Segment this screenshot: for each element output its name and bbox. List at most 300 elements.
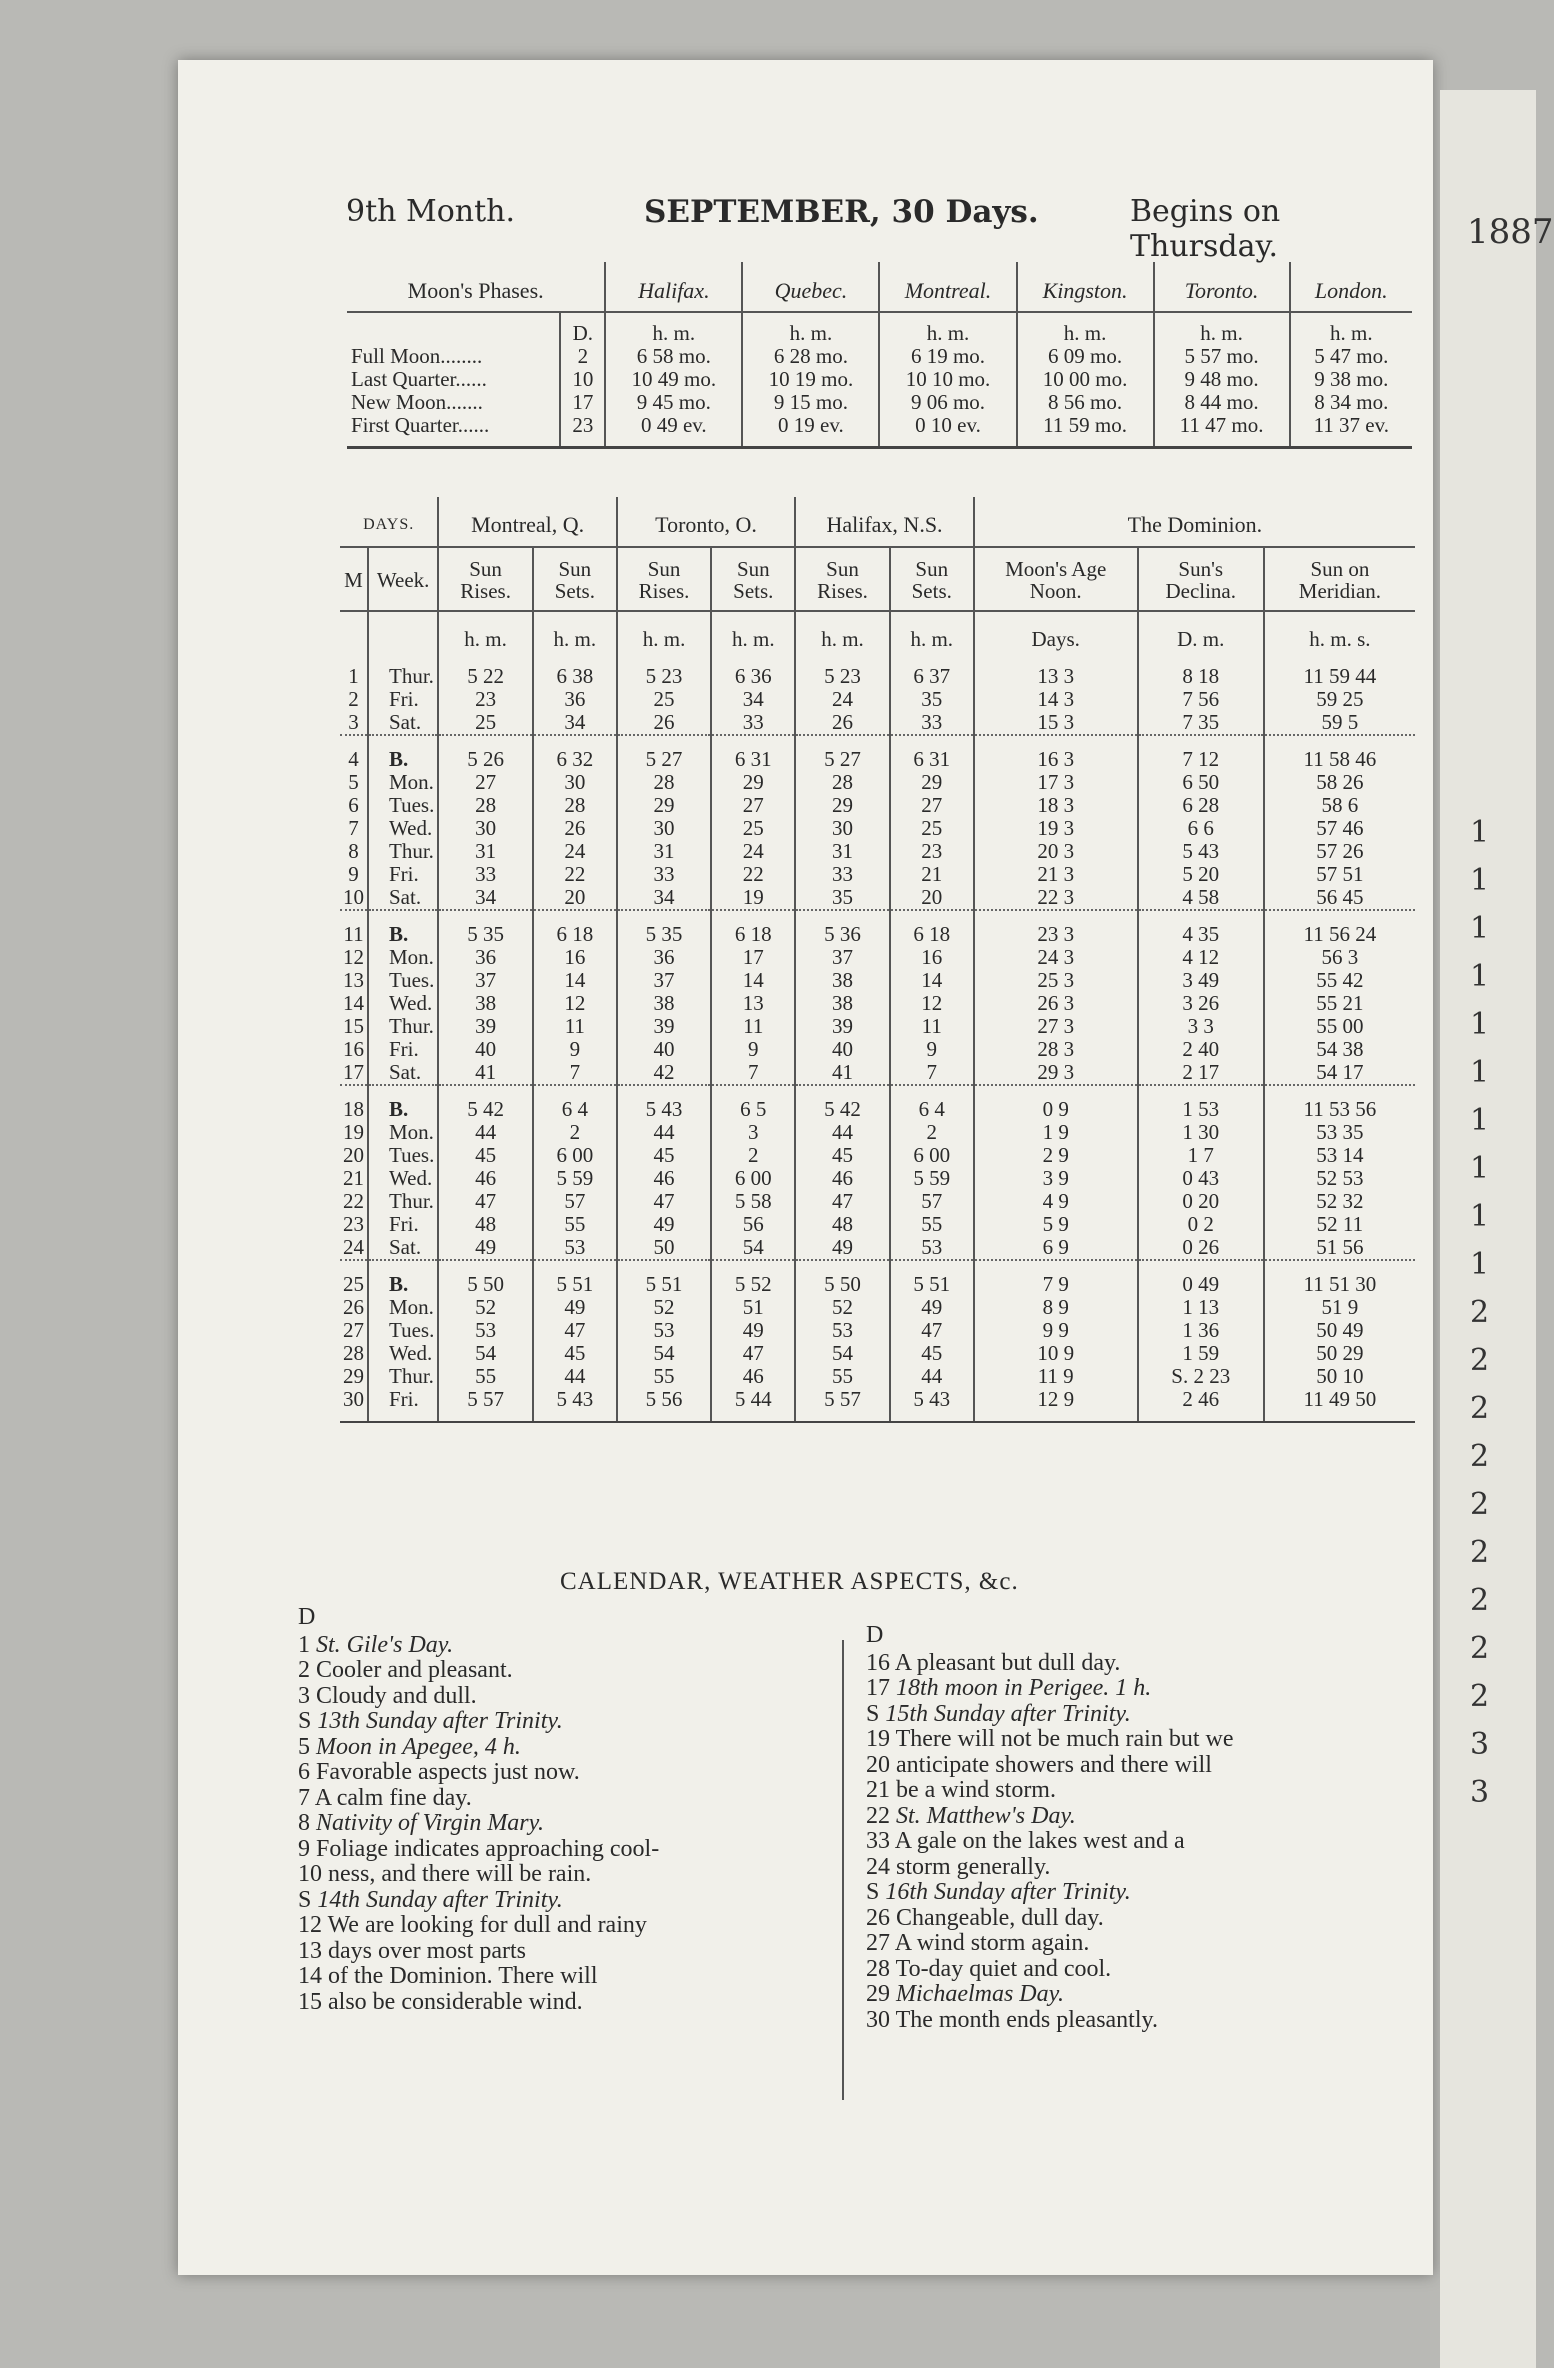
day-cell: 55 — [533, 1213, 617, 1236]
day-cell: S. 2 23 — [1138, 1365, 1264, 1388]
day-cell: 7 9 — [974, 1260, 1138, 1296]
day-cell: 56 3 — [1264, 946, 1415, 969]
day-column-label: D — [866, 1622, 884, 1648]
phase-time: 6 19 mo. — [879, 345, 1016, 368]
phase-name: New Moon....... — [351, 390, 483, 414]
calendar-entry — [298, 1760, 838, 1786]
group-heading-dominion: The Dominion. — [974, 497, 1415, 547]
day-cell: 2 — [348, 687, 359, 711]
day-cell: 5 42 — [795, 1085, 889, 1121]
day-cell: 22 3 — [974, 886, 1138, 910]
day-cell: 23 — [343, 1212, 364, 1236]
day-row — [340, 946, 1415, 969]
day-cell: 16 — [343, 1037, 364, 1061]
calendar-heading: CALENDAR, WEATHER ASPECTS, &c. — [560, 1568, 1019, 1595]
day-cell: 42 — [617, 1061, 711, 1085]
phase-time: 8 44 mo. — [1154, 391, 1290, 414]
day-cell: 26 — [617, 711, 711, 735]
calendar-left-column — [298, 1605, 838, 2015]
day-cell: 57 — [533, 1190, 617, 1213]
day-cell: 6 4 — [890, 1085, 974, 1121]
column-heading: Moon's Age Noon. — [974, 547, 1138, 611]
calendar-entry-text: A wind storm again. — [894, 1930, 1090, 1956]
day-row — [340, 1260, 1415, 1296]
phase-day: 17 — [560, 391, 605, 414]
day-cell: 5 50 — [438, 1260, 532, 1296]
day-cell: 0 20 — [1138, 1190, 1264, 1213]
day-cell: 29 — [795, 794, 889, 817]
day-cell: 46 — [711, 1365, 795, 1388]
calendar-day-number: 22 — [866, 1802, 890, 1829]
calendar-day-number: 7 — [298, 1784, 310, 1811]
calendar-entry-text: 16th Sunday after Trinity. — [885, 1879, 1131, 1905]
day-cell: 53 — [795, 1319, 889, 1342]
day-cell: 7 — [348, 816, 359, 840]
day-cell: 5 51 — [533, 1260, 617, 1296]
day-cell: 30 — [795, 817, 889, 840]
day-cell: 3 49 — [1138, 969, 1264, 992]
day-cell: 49 — [711, 1319, 795, 1342]
day-cell: 30 — [438, 817, 532, 840]
calendar-entry — [866, 1829, 1426, 1855]
day-cell: 28 — [533, 794, 617, 817]
day-cell: 54 17 — [1264, 1061, 1415, 1085]
phase-day: 23 — [560, 414, 605, 448]
day-cell: 20 — [890, 886, 974, 910]
day-cell: 11 — [533, 1015, 617, 1038]
day-cell: 50 49 — [1264, 1319, 1415, 1342]
day-cell: Fri. — [368, 863, 438, 886]
calendar-day-number: 26 — [866, 1904, 890, 1931]
calendar-entry-text: Favorable aspects just now. — [316, 1759, 580, 1785]
day-cell: 0 2 — [1138, 1213, 1264, 1236]
calendar-entry-text: of the Dominion. There will — [328, 1963, 598, 1989]
day-cell: 11 9 — [974, 1365, 1138, 1388]
column-heading: Sun Sets. — [890, 547, 974, 611]
day-cell: 9 — [711, 1038, 795, 1061]
facing-page-number: 1 — [1470, 815, 1490, 850]
day-cell: 1 9 — [974, 1121, 1138, 1144]
phase-time: 9 06 mo. — [879, 391, 1016, 414]
day-cell: 4 12 — [1138, 946, 1264, 969]
day-cell: 12 — [890, 992, 974, 1015]
day-cell: 5 44 — [711, 1388, 795, 1422]
facing-page-number: 2 — [1470, 1631, 1490, 1666]
day-cell: Wed. — [368, 817, 438, 840]
day-cell: 28 3 — [974, 1038, 1138, 1061]
day-cell: 38 — [617, 992, 711, 1015]
day-row — [340, 794, 1415, 817]
day-cell: 55 42 — [1264, 969, 1415, 992]
day-cell: 6 37 — [890, 651, 974, 688]
day-cell: 25 3 — [974, 969, 1138, 992]
day-cell: 1 — [348, 664, 359, 688]
hm-unit-label: h. m. — [1154, 312, 1290, 345]
hm-unit-label: h. m. — [1290, 312, 1412, 345]
day-cell: 55 00 — [1264, 1015, 1415, 1038]
calendar-entry-text: 14th Sunday after Trinity. — [317, 1886, 563, 1913]
day-cell: 28 — [795, 771, 889, 794]
day-cell: 11 59 44 — [1264, 651, 1415, 688]
day-cell: 7 — [711, 1061, 795, 1085]
facing-page-number: 1 — [1470, 1247, 1490, 1282]
day-cell: 3 — [711, 1121, 795, 1144]
calendar-entry-text: St. Gile's Day. — [316, 1631, 454, 1658]
day-cell: 9 — [890, 1038, 974, 1061]
unit-label: h. m. — [617, 611, 711, 651]
calendar-entry — [866, 1651, 1426, 1677]
phase-time: 6 09 mo. — [1017, 345, 1154, 368]
d-label: D. — [560, 312, 605, 345]
day-row — [340, 1190, 1415, 1213]
day-cell: 38 — [438, 992, 532, 1015]
day-cell: 31 — [438, 840, 532, 863]
day-cell: 50 29 — [1264, 1342, 1415, 1365]
phase-time: 8 56 mo. — [1017, 391, 1154, 414]
day-cell: 5 43 — [617, 1085, 711, 1121]
day-cell: 46 — [438, 1167, 532, 1190]
day-cell: 39 — [438, 1015, 532, 1038]
day-cell: 53 — [533, 1236, 617, 1260]
day-cell: 2 — [533, 1121, 617, 1144]
day-cell: 6 5 — [711, 1085, 795, 1121]
day-cell: 57 46 — [1264, 817, 1415, 840]
day-cell: 35 — [890, 688, 974, 711]
calendar-entry — [866, 1906, 1426, 1932]
day-cell: 48 — [795, 1213, 889, 1236]
facing-page-number: 1 — [1470, 959, 1490, 994]
day-row — [340, 1038, 1415, 1061]
group-heading-montreal: Montreal, Q. — [438, 497, 616, 547]
calendar-day-number: 6 — [298, 1759, 310, 1785]
calendar-entry — [866, 1957, 1426, 1983]
day-cell: B. — [368, 910, 438, 946]
moon-phases-heading: Moon's Phases. — [347, 262, 605, 312]
day-cell: 2 46 — [1138, 1388, 1264, 1422]
day-cell: 55 21 — [1264, 992, 1415, 1015]
day-cell: 5 35 — [438, 910, 532, 946]
day-cell: 53 14 — [1264, 1144, 1415, 1167]
day-cell: 25 — [617, 688, 711, 711]
day-cell: 5 43 — [890, 1388, 974, 1422]
facing-page-number: 3 — [1470, 1775, 1490, 1810]
day-cell: 52 — [438, 1296, 532, 1319]
day-cell: 14 3 — [974, 688, 1138, 711]
day-cell: 5 57 — [795, 1388, 889, 1422]
facing-page-number: 2 — [1470, 1535, 1490, 1570]
day-row — [340, 910, 1415, 946]
calendar-entry-text: A pleasant but dull day. — [894, 1649, 1121, 1676]
day-cell: 55 — [890, 1213, 974, 1236]
phase-name-cell — [347, 312, 560, 345]
day-cell: 47 — [711, 1342, 795, 1365]
facing-page-number: 1 — [1470, 1055, 1490, 1090]
day-cell: 15 — [343, 1014, 364, 1038]
day-row — [340, 969, 1415, 992]
day-cell: 12 9 — [974, 1388, 1138, 1422]
calendar-entry-text: also be considerable wind. — [328, 1988, 583, 2015]
unit-label: h. m. s. — [1264, 611, 1415, 651]
day-cell: 34 — [533, 711, 617, 735]
calendar-day-number: 33 — [866, 1828, 890, 1854]
day-cell: 5 22 — [438, 651, 532, 688]
calendar-day-number: 28 — [866, 1955, 890, 1982]
day-cell: 49 — [533, 1296, 617, 1319]
day-cell: 58 26 — [1264, 771, 1415, 794]
calendar-entry — [298, 1786, 838, 1812]
day-cell: 27 — [711, 794, 795, 817]
day-cell: 22 — [533, 863, 617, 886]
phase-time: 5 47 mo. — [1290, 345, 1412, 368]
day-cell: 25 — [438, 711, 532, 735]
phase-time: 0 19 ev. — [742, 414, 879, 448]
day-cell: Fri. — [368, 1038, 438, 1061]
calendar-entry — [298, 1709, 838, 1735]
day-cell: 54 38 — [1264, 1038, 1415, 1061]
day-column-label: D — [298, 1604, 316, 1630]
day-cell: 14 — [533, 969, 617, 992]
column-heading: Sun Sets. — [711, 547, 795, 611]
day-cell: 5 51 — [890, 1260, 974, 1296]
day-row — [340, 1342, 1415, 1365]
day-cell: 6 32 — [533, 735, 617, 771]
day-cell: 14 — [890, 969, 974, 992]
day-row — [340, 840, 1415, 863]
day-cell: 25 — [890, 817, 974, 840]
day-cell: 10 9 — [974, 1342, 1138, 1365]
calendar-day-number: 1 — [298, 1631, 310, 1658]
city-heading: Toronto. — [1154, 262, 1290, 312]
day-cell: 33 — [438, 863, 532, 886]
day-cell: 16 3 — [974, 735, 1138, 771]
daily-sun-moon-table — [340, 497, 1415, 1423]
day-cell: Thur. — [368, 651, 438, 688]
hm-unit-label: h. m. — [879, 312, 1016, 345]
day-cell: 47 — [533, 1319, 617, 1342]
calendar-day-number: S — [298, 1708, 312, 1734]
calendar-entry-text: Michaelmas Day. — [896, 1981, 1064, 2007]
day-cell: 39 — [617, 1015, 711, 1038]
day-cell: 55 — [438, 1365, 532, 1388]
day-cell: 27 3 — [974, 1015, 1138, 1038]
day-cell: 11 — [711, 1015, 795, 1038]
day-cell: 54 — [795, 1342, 889, 1365]
day-cell: B. — [368, 1085, 438, 1121]
calendar-day-number: 12 — [298, 1912, 322, 1938]
day-cell: 5 56 — [617, 1388, 711, 1422]
facing-page-number: 1 — [1470, 863, 1490, 898]
day-cell: 21 — [343, 1166, 364, 1190]
day-row — [340, 735, 1415, 771]
phase-time: 9 38 mo. — [1290, 368, 1412, 391]
day-cell: 26 3 — [974, 992, 1138, 1015]
phase-time: 0 10 ev. — [879, 414, 1016, 448]
phase-time: 9 45 mo. — [605, 391, 742, 414]
day-cell: 11 — [890, 1015, 974, 1038]
day-cell: 30 — [340, 1388, 368, 1422]
day-cell: 38 — [795, 969, 889, 992]
day-row — [340, 992, 1415, 1015]
day-cell: 5 50 — [795, 1260, 889, 1296]
calendar-day-number: 16 — [866, 1649, 890, 1676]
day-cell: 41 — [795, 1061, 889, 1085]
day-cell: 36 — [617, 946, 711, 969]
day-cell: 27 — [890, 794, 974, 817]
day-row — [340, 1144, 1415, 1167]
day-row — [340, 863, 1415, 886]
column-heading: Sun's Declina. — [1138, 547, 1264, 611]
day-cell: 37 — [617, 969, 711, 992]
calendar-entry-text: Cooler and pleasant. — [316, 1657, 513, 1683]
day-cell: 5 42 — [438, 1085, 532, 1121]
day-cell: 6 28 — [1138, 794, 1264, 817]
day-cell: 28 — [438, 794, 532, 817]
phase-day: 10 — [560, 368, 605, 391]
moon-phase-row — [347, 391, 1412, 414]
calendar-day-number: S — [866, 1700, 880, 1727]
calendar-entry-text: Foliage indicates approaching cool- — [316, 1835, 660, 1862]
calendar-entry — [298, 1735, 838, 1761]
day-cell: 2 — [711, 1144, 795, 1167]
day-cell: 5 26 — [438, 735, 532, 771]
day-cell: 57 51 — [1264, 863, 1415, 886]
phase-time: 10 19 mo. — [742, 368, 879, 391]
day-cell: 0 43 — [1138, 1167, 1264, 1190]
calendar-entry-text: be a wind storm. — [896, 1777, 1056, 1803]
column-heading: Week. — [368, 547, 438, 611]
facing-page-number: 1 — [1470, 911, 1490, 946]
column-heading: Sun Rises. — [617, 547, 711, 611]
day-cell: 30 — [617, 817, 711, 840]
day-cell: 52 11 — [1264, 1213, 1415, 1236]
calendar-entry — [866, 1753, 1426, 1779]
day-cell: 44 — [795, 1121, 889, 1144]
day-cell: 12 — [533, 992, 617, 1015]
day-cell: 44 — [438, 1121, 532, 1144]
day-cell: 6 36 — [711, 651, 795, 688]
day-cell: 0 9 — [974, 1085, 1138, 1121]
day-cell: 44 — [617, 1121, 711, 1144]
calendar-day-number: 8 — [298, 1810, 310, 1836]
day-cell: 6 — [348, 793, 359, 817]
day-cell: Tues. — [368, 1319, 438, 1342]
calendar-day-number: 17 — [866, 1675, 890, 1701]
day-cell: 49 — [890, 1296, 974, 1319]
day-cell: 34 — [617, 886, 711, 910]
day-cell: Tues. — [368, 1144, 438, 1167]
day-cell: 20 — [343, 1143, 364, 1167]
day-cell: 5 — [348, 770, 359, 794]
day-cell: 5 43 — [1138, 840, 1264, 863]
day-cell: 1 36 — [1138, 1319, 1264, 1342]
day-cell: 5 51 — [617, 1260, 711, 1296]
day-cell: 6 00 — [533, 1144, 617, 1167]
day-cell: 53 35 — [1264, 1121, 1415, 1144]
day-cell: 6 6 — [1138, 817, 1264, 840]
column-heading: Sun Rises. — [795, 547, 889, 611]
day-cell: 27 — [438, 771, 532, 794]
day-cell: 5 20 — [1138, 863, 1264, 886]
calendar-entry — [866, 1880, 1426, 1906]
phase-time: 11 47 mo. — [1154, 414, 1290, 448]
day-cell: 14 — [711, 969, 795, 992]
day-cell: 34 — [438, 886, 532, 910]
day-cell: 44 — [890, 1365, 974, 1388]
day-cell: 7 — [533, 1061, 617, 1085]
day-cell: 46 — [617, 1167, 711, 1190]
day-cell: 7 56 — [1138, 688, 1264, 711]
day-cell: 36 — [533, 688, 617, 711]
day-cell: Sat. — [368, 1236, 438, 1260]
calendar-day-number: 21 — [866, 1777, 890, 1803]
phase-time: 10 10 mo. — [879, 368, 1016, 391]
day-cell: 22 — [343, 1189, 364, 1213]
day-cell: Thur. — [368, 1365, 438, 1388]
unit-label: h. m. — [438, 611, 532, 651]
calendar-entry-text: Cloudy and dull. — [316, 1682, 477, 1709]
day-cell: 53 — [438, 1319, 532, 1342]
day-cell: 52 32 — [1264, 1190, 1415, 1213]
calendar-entry-text: We are looking for dull and rainy — [327, 1912, 647, 1938]
day-row — [340, 1319, 1415, 1342]
day-cell: 6 18 — [533, 910, 617, 946]
day-cell: 11 49 50 — [1264, 1388, 1415, 1422]
phase-day: 2 — [560, 345, 605, 368]
day-cell: 9 9 — [974, 1319, 1138, 1342]
day-cell: 1 53 — [1138, 1085, 1264, 1121]
day-cell: 51 56 — [1264, 1236, 1415, 1260]
day-cell: 50 10 — [1264, 1365, 1415, 1388]
calendar-day-number: 24 — [866, 1853, 890, 1880]
day-cell: 40 — [617, 1038, 711, 1061]
day-cell: 28 — [617, 771, 711, 794]
calendar-right-column — [866, 1623, 1426, 2033]
day-cell: 8 9 — [974, 1296, 1138, 1319]
day-cell: Mon. — [368, 1296, 438, 1319]
day-cell: 56 45 — [1264, 886, 1415, 910]
year-label: 1887 — [1467, 212, 1554, 252]
calendar-entry — [298, 1862, 838, 1888]
day-cell: 29 — [890, 771, 974, 794]
day-cell: 1 13 — [1138, 1296, 1264, 1319]
day-row — [340, 651, 1415, 688]
day-row — [340, 1365, 1415, 1388]
day-cell: 41 — [438, 1061, 532, 1085]
phase-time: 10 49 mo. — [605, 368, 742, 391]
day-cell: 33 — [890, 711, 974, 735]
day-cell: Thur. — [368, 840, 438, 863]
day-cell: 11 — [340, 910, 368, 946]
unit-label: D. m. — [1138, 611, 1264, 651]
day-cell: 40 — [438, 1038, 532, 1061]
facing-page-number: 2 — [1470, 1583, 1490, 1618]
calendar-day-number: 29 — [866, 1981, 890, 2007]
day-cell: 17 3 — [974, 771, 1138, 794]
day-cell: 26 — [343, 1295, 364, 1319]
calendar-day-number: 14 — [298, 1963, 322, 1989]
day-cell: 6 00 — [711, 1167, 795, 1190]
phase-time: 11 59 mo. — [1017, 414, 1154, 448]
day-row — [340, 1167, 1415, 1190]
moon-phase-row — [347, 345, 1412, 368]
day-cell: 6 31 — [711, 735, 795, 771]
page-header — [346, 194, 1436, 264]
day-cell: 11 51 30 — [1264, 1260, 1415, 1296]
day-row — [340, 1236, 1415, 1260]
day-cell: 6 38 — [533, 651, 617, 688]
day-cell: 55 — [795, 1365, 889, 1388]
day-cell: 52 — [795, 1296, 889, 1319]
